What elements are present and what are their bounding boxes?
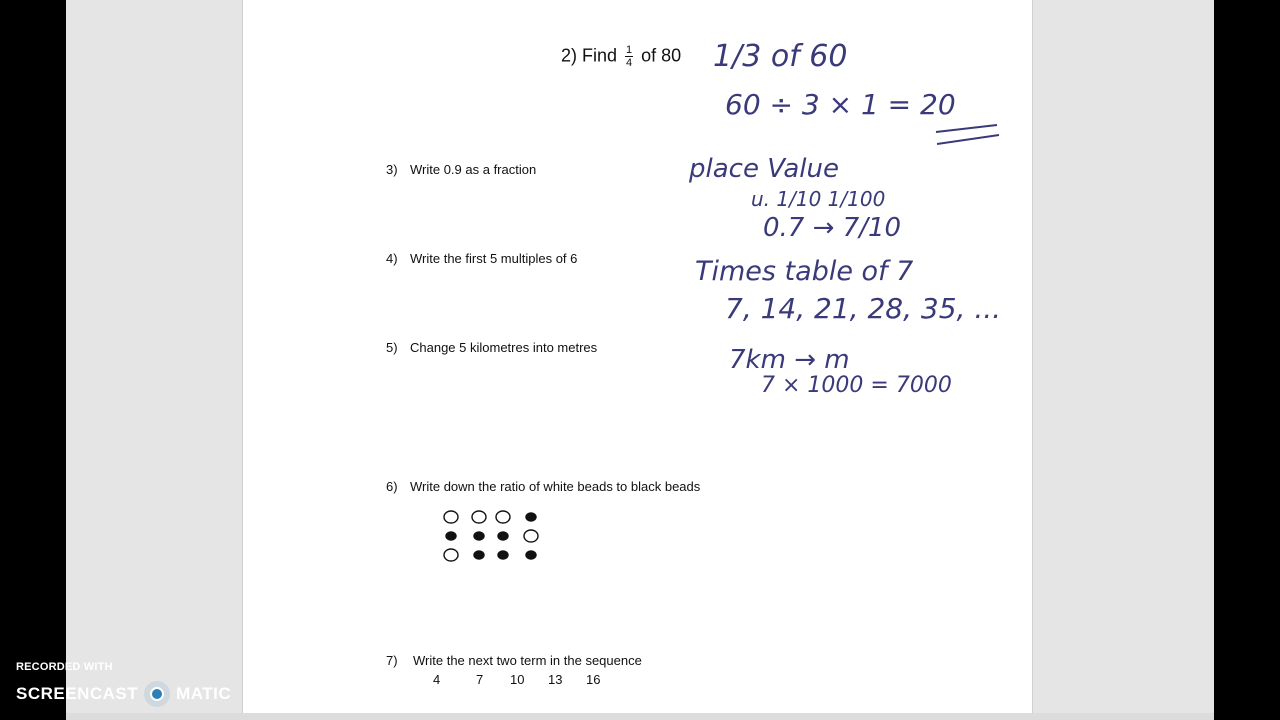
sequence-term: 7 (476, 672, 484, 687)
brand-left-text: SCREENCAST (16, 684, 139, 703)
screencast-brand (16, 681, 231, 707)
handwriting-line: 0.7 → 7/10 (763, 213, 902, 243)
sequence-term: 16 (586, 672, 601, 687)
fraction-denominator: 4 (625, 57, 633, 69)
document-page (242, 0, 1033, 713)
handwriting-line: 1/3 of 60 (713, 39, 848, 74)
sequence-term: 4 (433, 672, 441, 687)
handwriting-line: u. 1/10 1/100 (751, 187, 886, 211)
question-number: 3) (386, 162, 398, 177)
question-text: Write the first 5 multiples of 6 (410, 251, 578, 266)
fraction-numerator: 1 (625, 44, 633, 56)
document-viewer[interactable] (66, 0, 1214, 720)
question-number: 7) (386, 653, 398, 668)
question-number: 5) (386, 340, 398, 355)
status-bar (66, 713, 1214, 720)
handwritten-annotations (243, 0, 1032, 713)
question-text: Write the next two term in the sequence (413, 653, 642, 668)
handwriting-line: 60 ÷ 3 × 1 = 20 (725, 88, 956, 121)
question-2-suffix: of 80 (641, 45, 682, 66)
question-text: Write down the ratio of white beads to black beads (410, 479, 701, 494)
handwriting-line: 7km → m (729, 345, 850, 375)
underline-stroke (936, 125, 997, 132)
handwriting-line: place Value (689, 154, 839, 184)
question-text: Write 0.9 as a fraction (410, 162, 537, 177)
handwriting-line: Times table of 7 (695, 256, 914, 287)
question-text: Change 5 kilometres into metres (410, 340, 598, 355)
handwriting-line: 7, 14, 21, 28, 35, ... (725, 292, 1002, 325)
sequence-term: 13 (548, 672, 563, 687)
brand-right-text: MATIC (176, 684, 232, 703)
question-number: 6) (386, 479, 398, 494)
sequence-term: 10 (510, 672, 525, 687)
question-number: 4) (386, 251, 398, 266)
record-button-icon (144, 681, 170, 707)
screencast-watermark (16, 661, 236, 711)
underline-stroke (937, 135, 999, 144)
recorded-with-label: RECORDED WITH (16, 661, 113, 673)
handwriting-line: 7 × 1000 = 7000 (761, 373, 952, 398)
question-2-prefix: 2) Find (561, 45, 618, 66)
